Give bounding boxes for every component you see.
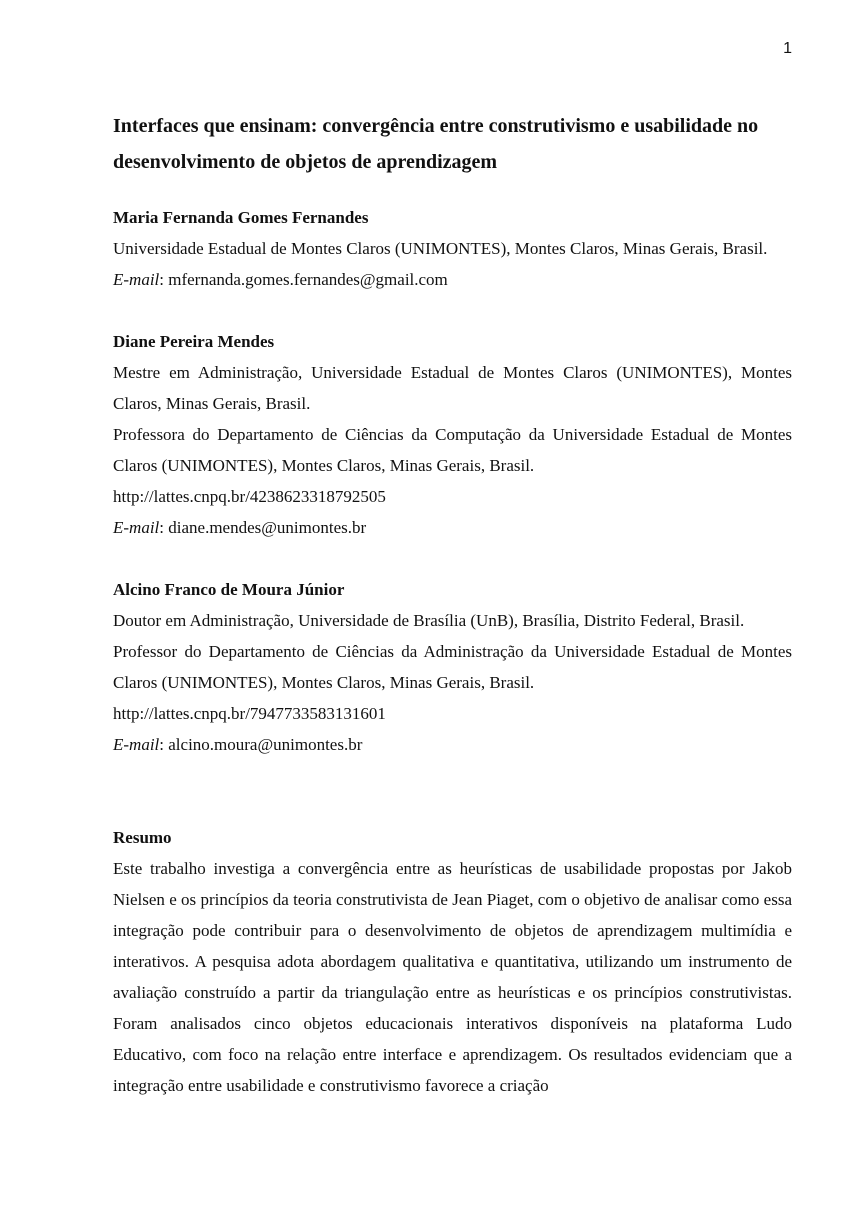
author-block [113,202,792,295]
author-email[interactable]: : alcino.moura@unimontes.br [159,735,363,754]
abstract-text: Este trabalho investiga a convergência entre as heurísticas de usabilidade propostas por Jakob Nielsen e os princípios da teoria construtivista de Jean Piaget, com o objetivo de analisar como essa integração pode contribuir para o desenvolvimento de objetos de aprendizagem multimídia e interativos. A pesquisa adota abordagem qualitativa e quantitativa, utilizando um instrumento de avaliação construído a partir da triangulação entre as heurísticas e os princípios construtivistas. Foram analisados cinco objetos educacionais interativos disponíveis na plataforma Ludo Educativo, com foco na relação entre interface e aprendizagem. Os resultados evidenciam que a integração entre usabilidade e construtivismo favorece a criação [113,859,792,1095]
author-name: Maria Fernanda Gomes Fernandes [113,208,369,227]
author-position: Professor do Departamento de Ciências da Administração da Universidade Estadual de Montes Claros (UNIMONTES), Montes Claros, Minas Gerais, Brasil. [113,642,792,692]
author-block [113,326,792,543]
author-block [113,574,792,760]
author-degree: Doutor em Administração, Universidade de Brasília (UnB), Brasília, Distrito Federal, Brasil. [113,611,745,630]
abstract-heading: Resumo [113,828,172,847]
paper-title: Interfaces que ensinam: convergência entre construtivismo e usabilidade no desenvolvimento de objetos de aprendizagem [113,115,759,173]
paper-content [113,108,792,1101]
author-name: Alcino Franco de Moura Júnior [113,580,345,599]
email-label: E-mail [113,518,160,537]
author-email[interactable]: : mfernanda.gomes.fernandes@gmail.com [159,270,448,289]
author-name: Diane Pereira Mendes [113,332,275,351]
email-label: E-mail [113,270,160,289]
author-email[interactable]: : diane.mendes@unimontes.br [159,518,367,537]
author-lattes-link[interactable]: http://lattes.cnpq.br/4238623318792505 [113,487,386,506]
author-affiliation: Universidade Estadual de Montes Claros (UNIMONTES), Montes Claros, Minas Gerais, Brasil. [113,239,768,258]
author-lattes-link[interactable]: http://lattes.cnpq.br/7947733583131601 [113,704,386,723]
author-email-line [113,264,792,295]
page-number: 1 [783,40,792,57]
email-label: E-mail [113,735,160,754]
author-degree: Mestre em Administração, Universidade Estadual de Montes Claros (UNIMONTES), Montes Claros, Minas Gerais, Brasil. [113,363,792,413]
abstract-section [113,822,792,1101]
author-email-line [113,729,792,760]
author-position: Professora do Departamento de Ciências da Computação da Universidade Estadual de Montes Claros (UNIMONTES), Montes Claros, Minas Gerais, Brasil. [113,425,792,475]
author-email-line [113,512,792,543]
